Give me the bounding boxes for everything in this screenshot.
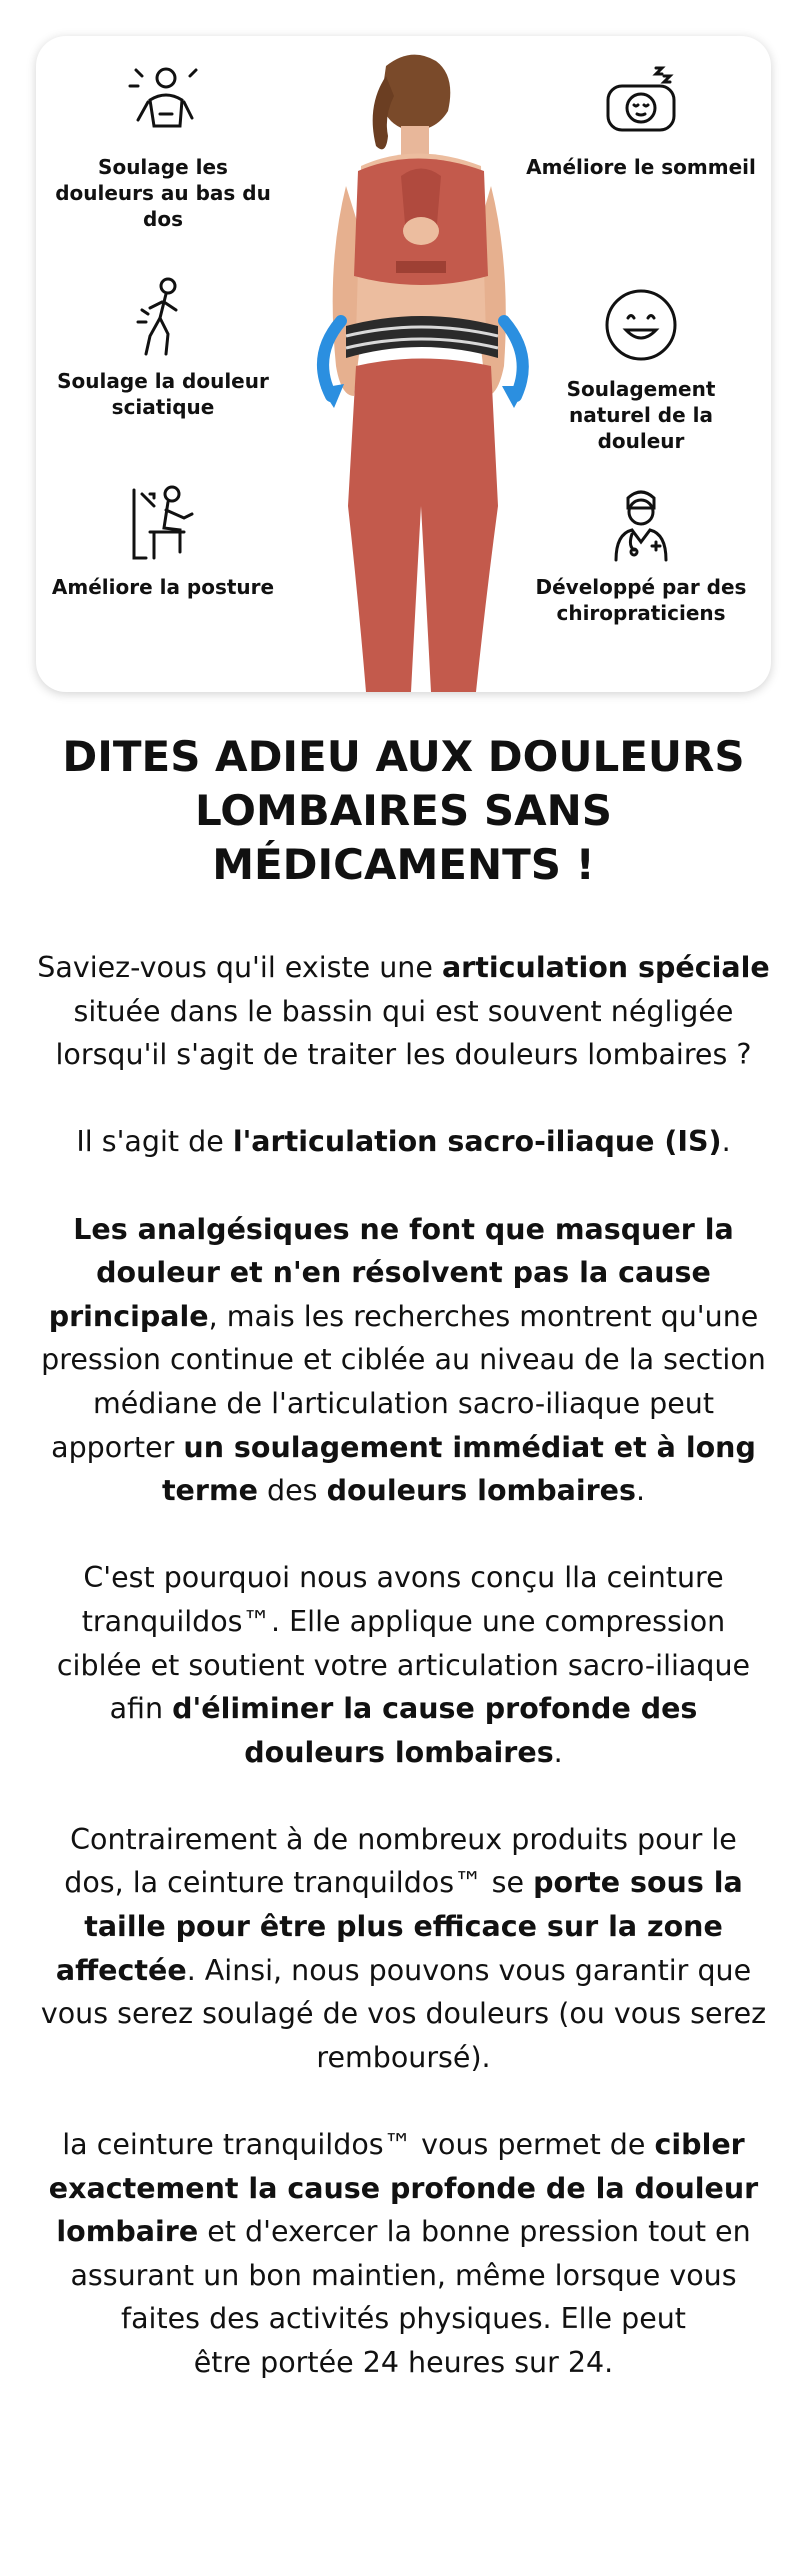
p3-bold-c: un soulagement immédiat et à long terme — [161, 1430, 756, 1508]
feature-chiropractors-label: Développé par des chiropraticiens — [535, 575, 747, 625]
p4-text-c: . — [553, 1735, 563, 1769]
paragraph-6 — [36, 2123, 771, 2385]
model-wearing-belt-image — [236, 36, 576, 692]
p3-text-f: . — [635, 1474, 646, 1508]
lower-back-pain-icon — [120, 60, 206, 146]
p6-text-c: et d'exercer la bonne pression tout en assurant un bon maintien, même lorsque vous faites des activités physiques. Elle peut — [70, 2215, 751, 2336]
main-headline: DITES ADIEU AUX DOULEURS LOMBAIRES SANS MÉDICAMENTS ! — [62, 732, 745, 889]
p6-text-a: la ceinture tranquildos™ vous permet de — [62, 2128, 655, 2162]
p2-text-c: . — [721, 1125, 731, 1159]
feature-lower-back — [48, 60, 278, 232]
p1-bold-b: articulation spéciale — [441, 951, 770, 984]
paragraph-4 — [36, 1556, 771, 1774]
feature-posture-label: Améliore la posture — [51, 575, 275, 599]
feature-natural-relief — [526, 282, 756, 454]
paragraph-1 — [36, 946, 771, 1077]
p3-bold-e: douleurs lombaires — [326, 1474, 636, 1508]
p5-text-a: Contrairement à de nombreux produits pour le dos, la ceinture tranquildos™ se — [64, 1822, 737, 1900]
p2-text-a: Il s'agit de — [76, 1125, 233, 1159]
p1-text-a: Saviez-vous qu'il existe une — [37, 951, 442, 984]
p5-bold-b: porte sous la taille pour être plus efficace sur la zone affectée — [55, 1866, 743, 1987]
p4-text-a: C'est pourquoi nous avons conçu lla ceinture tranquildos™. Elle applique une compression ciblée et soutient votre articulation sacro-iliaque afin — [56, 1561, 751, 1726]
feature-posture — [48, 480, 278, 600]
sciatica-icon — [120, 274, 206, 360]
p6-text-d: être portée 24 heures sur 24. — [193, 2346, 614, 2379]
body-copy — [36, 946, 771, 2428]
p2-bold-b: l'articulation sacro-iliaque (IS) — [232, 1125, 722, 1159]
paragraph-5 — [36, 1818, 771, 2080]
p6-bold-b: cibler exactement la cause profonde de la douleur lombaire — [48, 2128, 759, 2249]
feature-chiropractors — [526, 480, 756, 626]
paragraph-2 — [36, 1120, 771, 1164]
paragraph-3 — [36, 1208, 771, 1513]
smiley-icon — [598, 282, 684, 368]
p3-text-d: des — [257, 1474, 327, 1508]
p1-text-c: située dans le bassin qui est souvent négligée lorsqu'il s'agit de traiter les douleurs lombaires ? — [55, 994, 752, 1072]
p3-text-b: , mais les recherches montrent qu'une pression continue et ciblée au niveau de la section médiane de l'articulation sacro-iliaque peut apporter — [41, 1299, 766, 1464]
feature-sleep-label: Améliore le sommeil — [526, 155, 756, 179]
feature-sleep — [526, 60, 756, 180]
p4-bold-b: d'éliminer la cause profonde des douleurs lombaires — [172, 1692, 698, 1769]
sleep-icon — [598, 60, 684, 146]
doctor-icon — [598, 480, 684, 566]
feature-natural-relief-label: Soulagement naturel de la douleur — [566, 377, 716, 453]
feature-lower-back-label: Soulage les douleurs au bas du dos — [55, 155, 271, 231]
p3-bold-a: Les analgésiques ne font que masquer la douleur et n'en résolvent pas la cause principale — [48, 1212, 734, 1333]
p5-text-c: . Ainsi, nous pouvons vous garantir que vous serez soulagé de vos douleurs (ou vous serez remboursé). — [40, 1953, 767, 2074]
product-benefits-card — [36, 36, 771, 692]
feature-sciatica — [48, 274, 278, 420]
posture-icon — [120, 480, 206, 566]
feature-sciatica-label: Soulage la douleur sciatique — [57, 369, 269, 419]
